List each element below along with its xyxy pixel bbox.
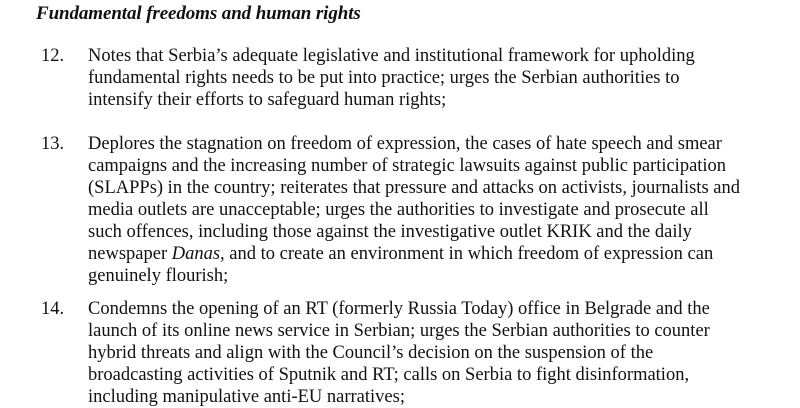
text-line xyxy=(88,243,793,265)
paragraph-text xyxy=(88,45,793,111)
paragraph-text xyxy=(88,133,793,287)
paragraph-number: 13. xyxy=(41,134,65,154)
text-line: Condemns the opening of an RT (formerly Russia Today) office in Belgrade and the xyxy=(88,299,710,319)
paragraph-number: 14. xyxy=(41,299,65,319)
text-line-rest: , and to create an environment in which freedom of expression can xyxy=(220,244,714,264)
text-line: campaigns and the increasing number of strategic lawsuits against public participation xyxy=(88,156,727,176)
text-line: Notes that Serbia’s adequate legislative and institutional framework for upholding xyxy=(88,46,695,66)
section-heading: Fundamental freedoms and human rights xyxy=(36,3,361,24)
text-line: Deplores the stagnation on freedom of expression, the cases of hate speech and smear xyxy=(88,134,722,154)
newspaper-name: Danas xyxy=(171,244,221,264)
paragraph-text xyxy=(88,298,793,408)
text-line-start: newspaper xyxy=(88,244,172,264)
text-line: broadcasting activities of Sputnik and RT; calls on Serbia to fight disinformation, xyxy=(88,365,690,385)
text-line: genuinely flourish; xyxy=(88,266,229,286)
paragraph-number: 12. xyxy=(41,46,65,66)
text-line: launch of its online news service in Serbian; urges the Serbian authorities to counter xyxy=(88,321,710,341)
text-line: media outlets are unacceptable; urges the authorities to investigate and prosecute all xyxy=(88,200,709,220)
text-line: hybrid threats and align with the Council’s decision on the suspension of the xyxy=(88,343,654,363)
text-line: (SLAPPs) in the country; reiterates that pressure and attacks on activists, journalists and xyxy=(88,178,740,198)
text-line: intensify their efforts to safeguard human rights; xyxy=(88,90,447,110)
text-line: including manipulative anti-EU narratives; xyxy=(88,387,405,407)
text-line: fundamental rights needs to be put into practice; urges the Serbian authorities to xyxy=(88,68,680,88)
text-line: such offences, including those against the investigative outlet KRIK and the daily xyxy=(88,222,692,242)
